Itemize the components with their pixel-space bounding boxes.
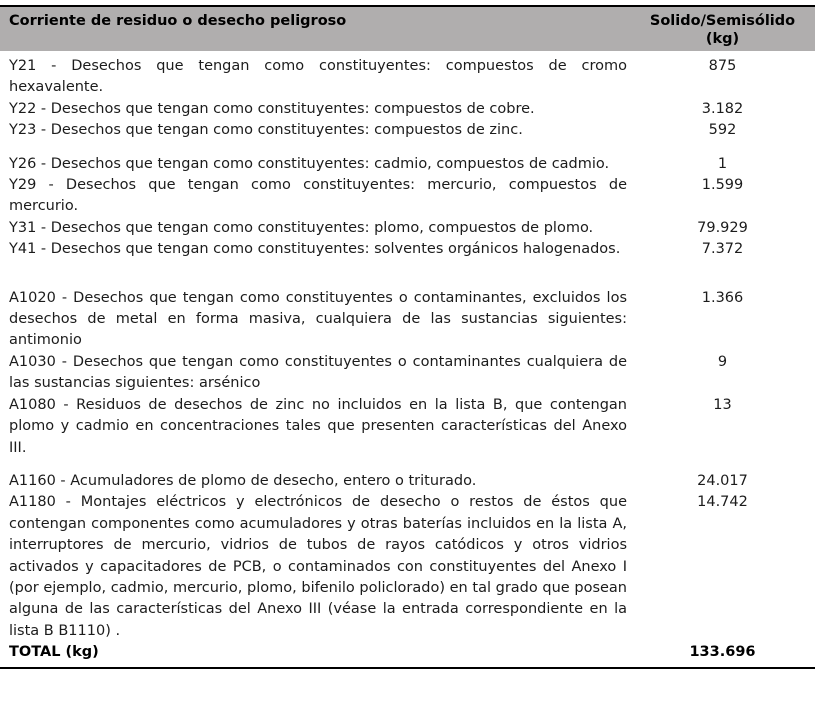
- table-row-y22: [0, 99, 815, 120]
- row-description: Y22 - Desechos que tengan como constituyentes: compuestos de cobre.: [9, 100, 535, 117]
- row-description: A1160 - Acumuladores de plomo de desecho, entero o triturado.: [9, 472, 477, 489]
- table-row-y21: [0, 56, 815, 99]
- header-col-solid-kg: [630, 12, 815, 48]
- row-description: A1180 - Montajes eléctricos y electrónicos de desecho o restos de éstos que contengan componentes como acumuladores y otras baterías incluidos en la lista A, interruptores de mercurio, vidrios de tubos de rayos catódicos y otros vidrios activados y capacitadores de PCB, o contaminados con constituyentes del Anexo I (por ejemplo, cadmio, mercurio, plomo, bifenilo policlorado) en tal grado que posean alguna de las características del Anexo III (véase la entrada correspondiente en la lista B B1110) .: [9, 494, 627, 639]
- header-col-solid-kg-line1: Solido/Semisólido: [649, 13, 796, 29]
- row-description: Y31 - Desechos que tengan como constituyentes: plomo, compuestos de plomo.: [9, 219, 594, 236]
- row-value: 14.742: [697, 494, 748, 511]
- row-description: A1080 - Residuos de desechos de zinc no incluidos en la lista B, que contengan plomo y cadmio en concentraciones tales que presenten características del Anexo III.: [9, 396, 627, 456]
- table-row-y41: [0, 239, 815, 260]
- row-value: 1.599: [701, 177, 744, 194]
- table-header-row: [0, 7, 815, 51]
- total-label: TOTAL (kg): [9, 644, 99, 661]
- table-row-y23: [0, 120, 815, 141]
- table-row-a1020: [0, 288, 815, 352]
- row-value: 592: [708, 122, 737, 139]
- row-description: A1030 - Desechos que tengan como constituyentes o contaminantes cualquiera de las sustancias siguientes: arsénico: [9, 353, 627, 392]
- table-body: [0, 51, 815, 667]
- row-value: 7.372: [701, 241, 744, 258]
- table-row-total: [0, 642, 815, 666]
- row-description: Y23 - Desechos que tengan como constituyentes: compuestos de zinc.: [9, 122, 523, 139]
- row-value: 3.182: [701, 100, 744, 117]
- row-description: A1020 - Desechos que tengan como constituyentes o contaminantes, excluidos los desechos de metal en forma masiva, cualquiera de las sustancias siguientes: antimonio: [9, 289, 627, 349]
- total-value: 133.696: [689, 644, 756, 661]
- row-description: Y21 - Desechos que tengan como constituyentes: compuestos de cromo hexavalente.: [9, 58, 627, 96]
- table-row-y31: [0, 218, 815, 239]
- row-value: 9: [717, 353, 728, 370]
- row-description: Y26 - Desechos que tengan como constituyentes: cadmio, compuestos de cadmio.: [9, 155, 610, 172]
- row-description: Y29 - Desechos que tengan como constituyentes: mercurio, compuestos de mercurio.: [9, 177, 627, 215]
- row-description: Y41 - Desechos que tengan como constituyentes: solventes orgánicos halogenados.: [9, 241, 621, 258]
- table-row-y29: [0, 175, 815, 218]
- table-row-a1030: [0, 352, 815, 395]
- row-value: 1: [717, 155, 728, 172]
- table-row-a1080: [0, 395, 815, 459]
- header-col-waste-stream: Corriente de residuo o desecho peligroso: [9, 13, 347, 29]
- row-value: 875: [708, 58, 737, 74]
- row-value: 1.366: [701, 289, 744, 306]
- table-row-y26: [0, 154, 815, 175]
- header-col-solid-kg-line2: (kg): [705, 31, 740, 47]
- row-value: 13: [713, 396, 732, 413]
- row-value: 24.017: [697, 472, 748, 489]
- table-row-a1160: [0, 471, 815, 492]
- row-value: 79.929: [697, 219, 748, 236]
- table-row-a1180: [0, 492, 815, 642]
- waste-stream-table: [0, 5, 815, 669]
